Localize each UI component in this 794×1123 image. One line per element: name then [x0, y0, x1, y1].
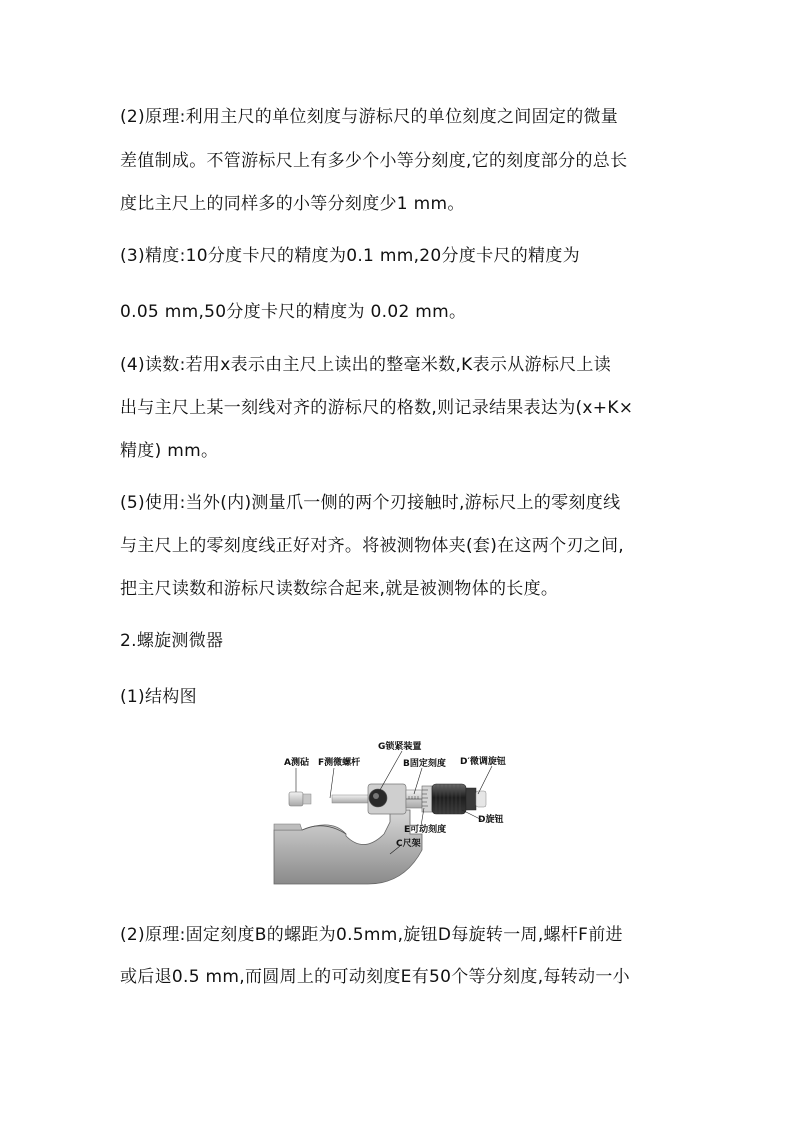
paragraph-line: (4)读数:若用x表示由主尺上读出的整毫米数,K表示从游标尺上读	[120, 355, 612, 375]
paragraph-line: 度比主尺上的同样多的小等分刻度少1 mm。	[120, 194, 465, 214]
label-spindle: F测微螺杆	[318, 758, 361, 768]
label-thimble: D旋钮	[478, 815, 504, 825]
label-frame: C尺架	[396, 839, 421, 849]
label-anvil: A测砧	[284, 758, 309, 768]
label-thimble-scale: E可动刻度	[404, 825, 447, 835]
label-lock: G锁紧装置	[378, 742, 422, 752]
thimble-d	[432, 784, 466, 814]
label-ratchet: D′微调旋钮	[460, 757, 506, 767]
paragraph-line: 差值制成。不管游标尺上有多少个小等分刻度,它的刻度部分的总长	[120, 151, 628, 171]
ratchet-d-prime	[466, 788, 476, 810]
paragraph-line: (2)原理:利用主尺的单位刻度与游标尺的单位刻度之间固定的微量	[120, 107, 619, 127]
paragraph-line: 0.05 mm,50分度卡尺的精度为 0.02 mm。	[120, 302, 467, 322]
micrometer-figure	[272, 738, 534, 888]
spindle-f	[332, 795, 372, 803]
paragraph-line: (2)原理:固定刻度B的螺距为0.5mm,旋钮D每旋转一周,螺杆F前进	[120, 925, 623, 945]
section-heading: 2.螺旋测微器	[120, 631, 224, 651]
paragraph-line: 或后退0.5 mm,而圆周上的可动刻度E有50个等分刻度,每转动一小	[120, 967, 630, 987]
label-sleeve: B固定刻度	[403, 759, 446, 769]
paragraph-line: (1)结构图	[120, 687, 197, 707]
paragraph-line: 与主尺上的零刻度线正好对齐。将被测物体夹(套)在这两个刃之间,	[120, 536, 624, 556]
paragraph-line: 把主尺读数和游标尺读数综合起来,就是被测物体的长度。	[120, 579, 559, 599]
paragraph-line: (3)精度:10分度卡尺的精度为0.1 mm,20分度卡尺的精度为	[120, 246, 580, 266]
micrometer-diagram	[272, 738, 534, 888]
paragraph-line: 精度) mm。	[120, 441, 219, 461]
paragraph-line: (5)使用:当外(内)测量爪一侧的两个刃接触时,游标尺上的零刻度线	[120, 493, 621, 513]
paragraph-line: 出与主尺上某一刻线对齐的游标尺的格数,则记录结果表达为(x+K×	[120, 398, 634, 418]
anvil-a	[289, 792, 303, 806]
